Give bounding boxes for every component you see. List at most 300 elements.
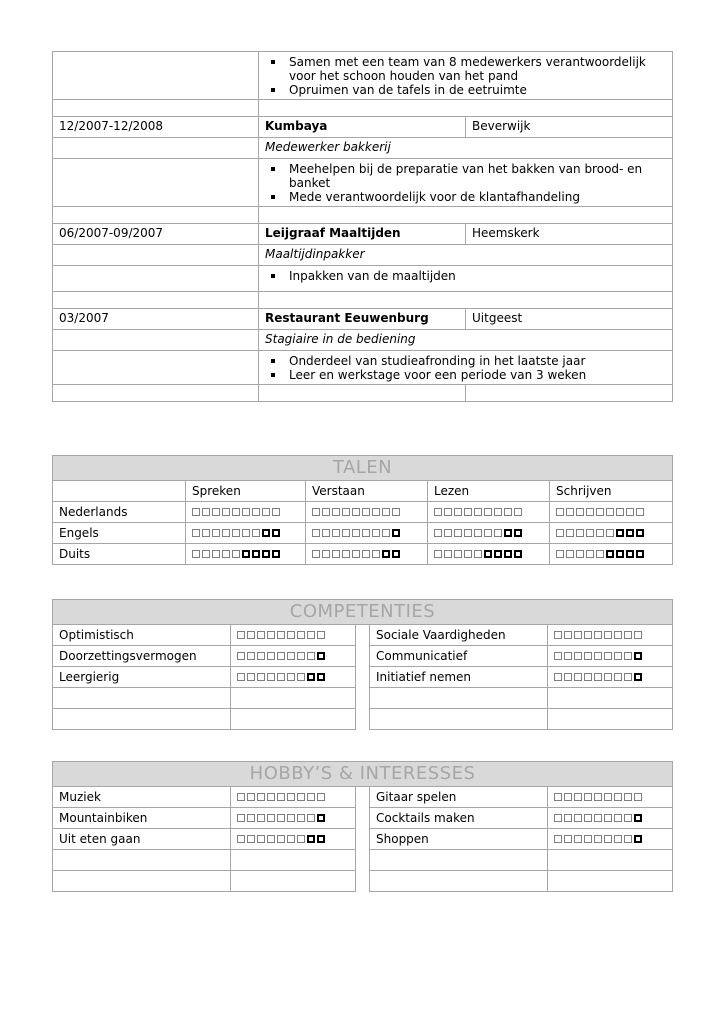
column-gap xyxy=(356,688,370,709)
rating-square-empty xyxy=(454,550,462,558)
rating-square-filled xyxy=(514,550,522,558)
rating-square-empty xyxy=(604,814,612,822)
task-list xyxy=(265,55,666,97)
task-item: Samen met een team van 8 medewerkers verantwoordelijk voor het schoon houden van het pand xyxy=(289,55,666,83)
column-header: Spreken xyxy=(186,481,306,502)
rating-square-empty xyxy=(594,814,602,822)
column-gap xyxy=(356,646,370,667)
competency-name: Leergierig xyxy=(53,667,231,688)
rating-squares xyxy=(554,631,642,639)
rating-square-empty xyxy=(434,529,442,537)
rating-squares xyxy=(434,529,522,537)
rating-square-empty xyxy=(584,793,592,801)
job-place: Beverwijk xyxy=(466,117,673,138)
rating-square-empty xyxy=(382,529,390,537)
hobby-name: Shoppen xyxy=(370,829,548,850)
task-item: Opruimen van de tafels in de eetruimte xyxy=(289,83,666,97)
rating-square-empty xyxy=(312,550,320,558)
rating-square-empty xyxy=(604,793,612,801)
rating-square-empty xyxy=(297,652,305,660)
rating-square-empty xyxy=(566,529,574,537)
rating-square-empty xyxy=(584,814,592,822)
rating-square-filled xyxy=(317,652,325,660)
rating-square-empty xyxy=(382,508,390,516)
rating-squares xyxy=(554,814,642,822)
rating-square-empty xyxy=(554,793,562,801)
rating-square-filled xyxy=(262,550,270,558)
rating-square-empty xyxy=(614,652,622,660)
empty-cell xyxy=(231,850,356,871)
rating-square-filled xyxy=(272,529,280,537)
rating-square-empty xyxy=(614,793,622,801)
task-list-cell xyxy=(259,351,673,385)
rating-square-empty xyxy=(277,631,285,639)
rating-square-filled xyxy=(504,550,512,558)
rating-square-empty xyxy=(247,673,255,681)
spacer-cell xyxy=(53,100,259,117)
task-list xyxy=(265,354,666,382)
rating-square-empty xyxy=(247,793,255,801)
rating-square-filled xyxy=(636,550,644,558)
rating-square-empty xyxy=(392,508,400,516)
spacer-cell xyxy=(53,385,259,402)
rating-cell xyxy=(306,502,428,523)
rating-square-empty xyxy=(614,631,622,639)
spacer-cell xyxy=(53,292,259,309)
rating-square-empty xyxy=(332,529,340,537)
empty-cell xyxy=(53,850,231,871)
rating-square-empty xyxy=(287,631,295,639)
rating-cell xyxy=(231,787,356,808)
job-period: 06/2007-09/2007 xyxy=(53,224,259,245)
rating-square-filled xyxy=(634,814,642,822)
rating-square-empty xyxy=(596,550,604,558)
rating-square-filled xyxy=(382,550,390,558)
competency-name: Initiatief nemen xyxy=(370,667,548,688)
column-gap xyxy=(356,829,370,850)
task-list xyxy=(265,162,666,204)
empty-cell xyxy=(548,688,673,709)
rating-square-empty xyxy=(247,652,255,660)
spacer-cell xyxy=(259,385,466,402)
rating-square-empty xyxy=(554,631,562,639)
rating-square-empty xyxy=(277,835,285,843)
rating-square-empty xyxy=(267,814,275,822)
rating-squares xyxy=(554,652,642,660)
rating-cell xyxy=(306,544,428,565)
rating-square-empty xyxy=(362,508,370,516)
rating-cell xyxy=(231,625,356,646)
rating-square-filled xyxy=(307,835,315,843)
rating-cell xyxy=(548,667,673,688)
rating-square-empty xyxy=(307,631,315,639)
rating-square-filled xyxy=(616,529,624,537)
rating-square-empty xyxy=(252,529,260,537)
rating-square-empty xyxy=(564,673,572,681)
rating-square-empty xyxy=(636,508,644,516)
job-place: Uitgeest xyxy=(466,309,673,330)
task-item: Leer en werkstage voor een periode van 3 weken xyxy=(289,368,666,382)
rating-square-empty xyxy=(252,508,260,516)
rating-square-filled xyxy=(626,550,634,558)
rating-square-empty xyxy=(372,550,380,558)
spacer-cell xyxy=(53,207,259,224)
rating-square-empty xyxy=(342,550,350,558)
rating-square-empty xyxy=(267,673,275,681)
rating-square-filled xyxy=(317,835,325,843)
rating-square-empty xyxy=(212,529,220,537)
spacer-cell xyxy=(466,385,673,402)
rating-square-empty xyxy=(624,631,632,639)
rating-square-empty xyxy=(594,673,602,681)
hobbies-table xyxy=(52,761,673,892)
job-employer: Kumbaya xyxy=(259,117,466,138)
hobby-name: Uit eten gaan xyxy=(53,829,231,850)
rating-square-empty xyxy=(202,529,210,537)
rating-square-filled xyxy=(504,529,512,537)
rating-square-empty xyxy=(237,835,245,843)
competency-name: Doorzettingsvermogen xyxy=(53,646,231,667)
column-header: Schrijven xyxy=(550,481,673,502)
empty-cell xyxy=(231,709,356,730)
rating-square-empty xyxy=(594,793,602,801)
rating-square-empty xyxy=(614,835,622,843)
rating-squares xyxy=(312,508,400,516)
rating-square-empty xyxy=(202,508,210,516)
spacer-cell xyxy=(259,100,673,117)
rating-square-empty xyxy=(574,631,582,639)
rating-cell xyxy=(550,502,673,523)
rating-square-filled xyxy=(636,529,644,537)
rating-square-empty xyxy=(564,814,572,822)
rating-square-empty xyxy=(277,793,285,801)
rating-square-empty xyxy=(247,814,255,822)
experience-table xyxy=(52,51,673,402)
task-list-cell xyxy=(259,52,673,100)
rating-square-empty xyxy=(297,793,305,801)
rating-square-empty xyxy=(594,835,602,843)
rating-square-empty xyxy=(362,550,370,558)
column-gap xyxy=(356,787,370,808)
period-cell xyxy=(53,266,259,292)
rating-square-empty xyxy=(604,835,612,843)
rating-square-filled xyxy=(392,550,400,558)
job-role: Maaltijdinpakker xyxy=(259,245,673,266)
rating-square-empty xyxy=(237,631,245,639)
rating-square-empty xyxy=(352,529,360,537)
rating-square-empty xyxy=(594,652,602,660)
hobby-name: Muziek xyxy=(53,787,231,808)
rating-square-empty xyxy=(342,529,350,537)
rating-square-empty xyxy=(584,631,592,639)
task-item: Meehelpen bij de preparatie van het bakken van brood- en banket xyxy=(289,162,666,190)
competency-name: Optimistisch xyxy=(53,625,231,646)
rating-square-empty xyxy=(494,529,502,537)
rating-square-empty xyxy=(297,814,305,822)
rating-square-empty xyxy=(262,508,270,516)
empty-cell xyxy=(548,871,673,892)
rating-square-filled xyxy=(242,550,250,558)
rating-square-empty xyxy=(564,631,572,639)
rating-square-empty xyxy=(586,550,594,558)
rating-square-empty xyxy=(474,508,482,516)
rating-square-empty xyxy=(257,673,265,681)
rating-squares xyxy=(237,793,325,801)
rating-square-empty xyxy=(576,508,584,516)
empty-cell xyxy=(548,850,673,871)
rating-square-empty xyxy=(484,508,492,516)
rating-squares xyxy=(312,550,400,558)
rating-square-empty xyxy=(474,529,482,537)
rating-square-empty xyxy=(594,631,602,639)
rating-square-empty xyxy=(307,793,315,801)
rating-squares xyxy=(434,550,522,558)
language-name: Nederlands xyxy=(53,502,186,523)
rating-square-empty xyxy=(574,835,582,843)
rating-square-empty xyxy=(454,508,462,516)
rating-square-empty xyxy=(464,550,472,558)
rating-squares xyxy=(556,529,644,537)
rating-cell xyxy=(231,667,356,688)
rating-square-empty xyxy=(604,652,612,660)
job-employer: Leijgraaf Maaltijden xyxy=(259,224,466,245)
rating-square-empty xyxy=(237,673,245,681)
competencies-title: COMPETENTIES xyxy=(53,600,673,625)
rating-square-empty xyxy=(584,835,592,843)
rating-cell xyxy=(548,625,673,646)
hobbies-title: HOBBY’S & INTERESSES xyxy=(53,762,673,787)
rating-cell xyxy=(548,829,673,850)
rating-square-empty xyxy=(267,835,275,843)
rating-square-empty xyxy=(287,652,295,660)
rating-square-empty xyxy=(297,835,305,843)
language-name: Engels xyxy=(53,523,186,544)
rating-cell xyxy=(550,544,673,565)
rating-square-empty xyxy=(277,652,285,660)
task-item: Inpakken van de maaltijden xyxy=(289,269,666,283)
rating-square-empty xyxy=(257,652,265,660)
rating-square-empty xyxy=(606,508,614,516)
spacer-cell xyxy=(259,292,673,309)
rating-square-empty xyxy=(454,529,462,537)
rating-square-empty xyxy=(342,508,350,516)
task-list-cell xyxy=(259,266,673,292)
rating-square-filled xyxy=(616,550,624,558)
hobby-name: Cocktails maken xyxy=(370,808,548,829)
rating-squares xyxy=(554,793,642,801)
rating-square-empty xyxy=(576,529,584,537)
rating-square-empty xyxy=(596,529,604,537)
rating-square-empty xyxy=(474,550,482,558)
rating-squares xyxy=(237,814,325,822)
rating-square-filled xyxy=(634,652,642,660)
rating-square-empty xyxy=(614,814,622,822)
rating-square-filled xyxy=(514,529,522,537)
rating-square-empty xyxy=(566,508,574,516)
rating-square-empty xyxy=(232,529,240,537)
rating-square-empty xyxy=(564,652,572,660)
rating-square-empty xyxy=(624,814,632,822)
rating-squares xyxy=(237,673,325,681)
rating-square-filled xyxy=(317,814,325,822)
rating-square-filled xyxy=(494,550,502,558)
empty-cell xyxy=(53,688,231,709)
rating-square-filled xyxy=(634,673,642,681)
rating-square-empty xyxy=(444,529,452,537)
empty-cell xyxy=(548,709,673,730)
rating-square-empty xyxy=(554,814,562,822)
rating-square-empty xyxy=(192,508,200,516)
rating-square-empty xyxy=(267,793,275,801)
empty-cell xyxy=(53,871,231,892)
rating-square-filled xyxy=(484,550,492,558)
rating-square-empty xyxy=(554,835,562,843)
rating-square-empty xyxy=(586,529,594,537)
column-gap xyxy=(356,625,370,646)
rating-squares xyxy=(192,550,280,558)
rating-square-empty xyxy=(317,631,325,639)
rating-square-empty xyxy=(624,652,632,660)
competencies-table xyxy=(52,599,673,730)
rating-square-empty xyxy=(584,673,592,681)
rating-square-empty xyxy=(624,835,632,843)
rating-square-empty xyxy=(212,550,220,558)
rating-square-empty xyxy=(434,550,442,558)
rating-cell xyxy=(428,544,550,565)
rating-square-filled xyxy=(317,673,325,681)
rating-square-empty xyxy=(372,529,380,537)
rating-cell xyxy=(428,502,550,523)
rating-square-empty xyxy=(576,550,584,558)
rating-square-empty xyxy=(504,508,512,516)
rating-square-empty xyxy=(257,631,265,639)
header-blank xyxy=(53,481,186,502)
column-gap xyxy=(356,709,370,730)
rating-square-empty xyxy=(434,508,442,516)
rating-square-filled xyxy=(606,550,614,558)
rating-square-empty xyxy=(237,793,245,801)
rating-square-empty xyxy=(574,652,582,660)
rating-square-empty xyxy=(222,508,230,516)
rating-square-empty xyxy=(277,814,285,822)
rating-square-empty xyxy=(606,529,614,537)
task-list xyxy=(265,269,666,283)
column-gap xyxy=(356,850,370,871)
rating-square-empty xyxy=(192,529,200,537)
period-cell xyxy=(53,159,259,207)
column-header: Verstaan xyxy=(306,481,428,502)
rating-square-empty xyxy=(626,508,634,516)
hobby-name: Mountainbiken xyxy=(53,808,231,829)
hobby-name: Gitaar spelen xyxy=(370,787,548,808)
rating-square-empty xyxy=(514,508,522,516)
rating-square-empty xyxy=(222,550,230,558)
rating-cell xyxy=(548,787,673,808)
rating-square-empty xyxy=(257,814,265,822)
rating-square-empty xyxy=(554,673,562,681)
rating-square-empty xyxy=(247,631,255,639)
task-list-cell xyxy=(259,159,673,207)
rating-square-empty xyxy=(297,673,305,681)
rating-square-empty xyxy=(332,550,340,558)
rating-squares xyxy=(312,529,400,537)
rating-square-empty xyxy=(614,673,622,681)
rating-square-empty xyxy=(556,550,564,558)
job-period: 03/2007 xyxy=(53,309,259,330)
rating-cell xyxy=(231,829,356,850)
rating-squares xyxy=(192,529,280,537)
rating-square-filled xyxy=(272,550,280,558)
rating-squares xyxy=(237,631,325,639)
rating-cell xyxy=(186,523,306,544)
job-employer: Restaurant Eeuwenburg xyxy=(259,309,466,330)
rating-square-empty xyxy=(352,508,360,516)
job-role: Medewerker bakkerij xyxy=(259,138,673,159)
rating-square-empty xyxy=(616,508,624,516)
rating-squares xyxy=(434,508,522,516)
rating-square-empty xyxy=(267,652,275,660)
empty-cell xyxy=(370,871,548,892)
rating-square-empty xyxy=(247,835,255,843)
rating-square-empty xyxy=(222,529,230,537)
rating-squares xyxy=(554,673,642,681)
rating-cell xyxy=(186,544,306,565)
rating-square-empty xyxy=(277,673,285,681)
rating-square-empty xyxy=(634,631,642,639)
rating-square-empty xyxy=(584,652,592,660)
rating-square-empty xyxy=(202,550,210,558)
rating-square-empty xyxy=(312,529,320,537)
rating-square-empty xyxy=(444,508,452,516)
rating-square-filled xyxy=(262,529,270,537)
job-place: Heemskerk xyxy=(466,224,673,245)
empty-cell xyxy=(370,709,548,730)
column-gap xyxy=(356,808,370,829)
rating-square-filled xyxy=(626,529,634,537)
rating-square-empty xyxy=(586,508,594,516)
rating-square-empty xyxy=(287,835,295,843)
rating-square-empty xyxy=(237,652,245,660)
rating-square-empty xyxy=(232,508,240,516)
rating-square-empty xyxy=(287,793,295,801)
rating-square-empty xyxy=(317,793,325,801)
rating-square-empty xyxy=(322,550,330,558)
rating-square-empty xyxy=(556,529,564,537)
rating-square-empty xyxy=(287,814,295,822)
period-cell xyxy=(53,330,259,351)
rating-square-empty xyxy=(464,529,472,537)
column-header: Lezen xyxy=(428,481,550,502)
rating-square-empty xyxy=(634,793,642,801)
rating-square-filled xyxy=(392,529,400,537)
rating-square-empty xyxy=(566,550,574,558)
rating-square-empty xyxy=(212,508,220,516)
rating-square-empty xyxy=(624,793,632,801)
rating-square-empty xyxy=(624,673,632,681)
rating-square-empty xyxy=(464,508,472,516)
job-period: 12/2007-12/2008 xyxy=(53,117,259,138)
rating-cell xyxy=(548,808,673,829)
period-cell xyxy=(53,138,259,159)
rating-square-empty xyxy=(444,550,452,558)
period-cell xyxy=(53,52,259,100)
rating-squares xyxy=(237,652,325,660)
rating-cell xyxy=(548,646,673,667)
rating-square-empty xyxy=(554,652,562,660)
rating-squares xyxy=(192,508,280,516)
competency-name: Sociale Vaardigheden xyxy=(370,625,548,646)
rating-squares xyxy=(237,835,325,843)
